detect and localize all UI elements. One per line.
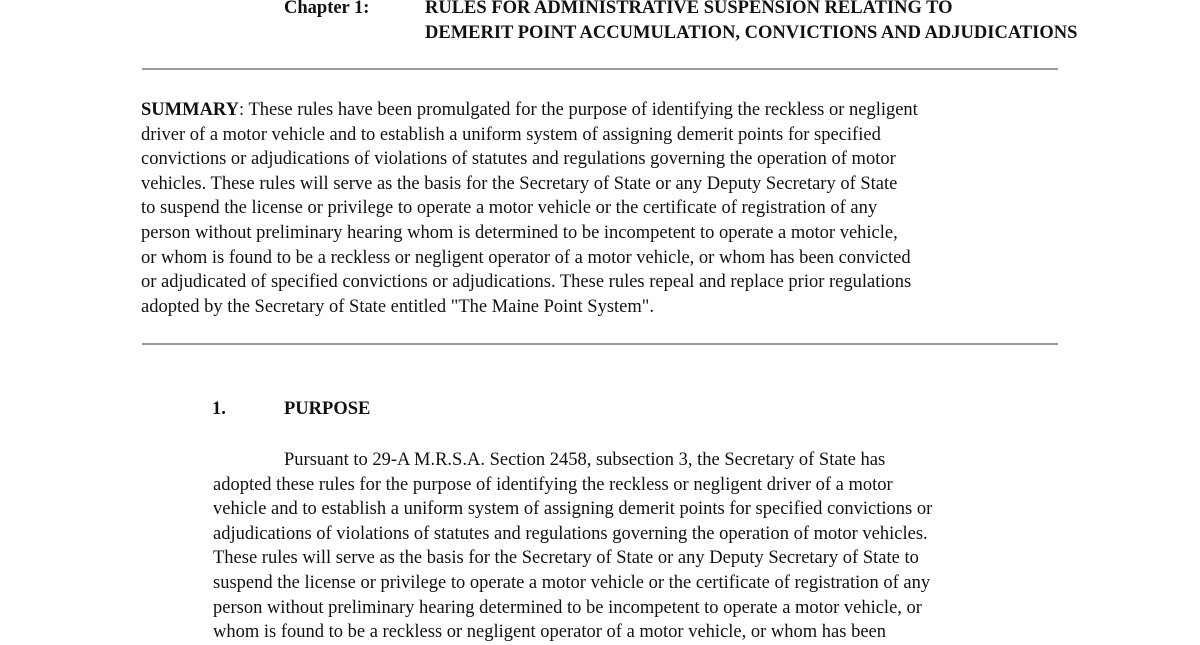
summary-label: SUMMARY [141, 100, 240, 120]
horizontal-divider-top [142, 68, 1058, 70]
section-heading [212, 397, 370, 421]
summary-line: vehicles. These rules will serve as the basis for the Secretary of State or any Deputy Secretary of State [141, 173, 898, 194]
body-line: suspend the license or privilege to operate a motor vehicle or the certificate of registration of any [213, 572, 931, 593]
summary-line: to suspend the license or privilege to operate a motor vehicle or the certificate of registration of any [141, 198, 878, 219]
chapter-title-line-2: DEMERIT POINT ACCUMULATION, CONVICTIONS AND ADJUDICATIONS [425, 23, 1078, 43]
chapter-heading [284, 0, 1084, 46]
chapter-heading-line-1 [284, 0, 1084, 21]
summary-line: person without preliminary hearing whom is determined to be incompetent to operate a motor vehicle, [141, 222, 898, 243]
body-line: Pursuant to 29-A M.R.S.A. Section 2458, subsection 3, the Secretary of State has [284, 450, 886, 470]
chapter-label: Chapter 1: [284, 0, 370, 18]
section-number: 1. [212, 399, 226, 419]
horizontal-divider-bottom [142, 343, 1058, 345]
body-line: person without preliminary hearing determined to be incompetent to operate a motor vehicle, or [213, 597, 922, 618]
summary-line: or whom is found to be a reckless or negligent operator of a motor vehicle, or whom has been convicted [141, 247, 911, 268]
summary-paragraph [141, 98, 1061, 319]
section-body-paragraph [213, 448, 1073, 645]
summary-line: driver of a motor vehicle and to establish a uniform system of assigning demerit points for specified [141, 124, 881, 145]
section-title: PURPOSE [284, 399, 371, 419]
body-line: vehicle and to establish a uniform system of assigning demerit points for specified convictions or [213, 499, 933, 520]
body-line: adopted these rules for the purpose of identifying the reckless or negligent driver of a motor [213, 474, 893, 495]
chapter-title-line-1: RULES FOR ADMINISTRATIVE SUSPENSION RELATING TO [425, 0, 953, 18]
summary-line: adopted by the Secretary of State entitled "The Maine Point System". [141, 296, 654, 317]
body-line: These rules will serve as the basis for the Secretary of State or any Deputy Secretary of State to [213, 548, 919, 569]
summary-line: or adjudicated of specified convictions or adjudications. These rules repeal and replace prior regulations [141, 272, 912, 293]
chapter-heading-line-2 [284, 21, 1084, 46]
summary-line [141, 98, 1061, 123]
summary-line: convictions or adjudications of violations of statutes and regulations governing the operation of motor [141, 149, 896, 170]
body-line: whom is found to be a reckless or negligent operator of a motor vehicle, or whom has been [213, 622, 887, 643]
summary-text: : These rules have been promulgated for the purpose of identifying the reckless or negligent [239, 100, 918, 120]
body-line: adjudications of violations of statutes and regulations governing the operation of motor vehicles. [213, 523, 928, 544]
